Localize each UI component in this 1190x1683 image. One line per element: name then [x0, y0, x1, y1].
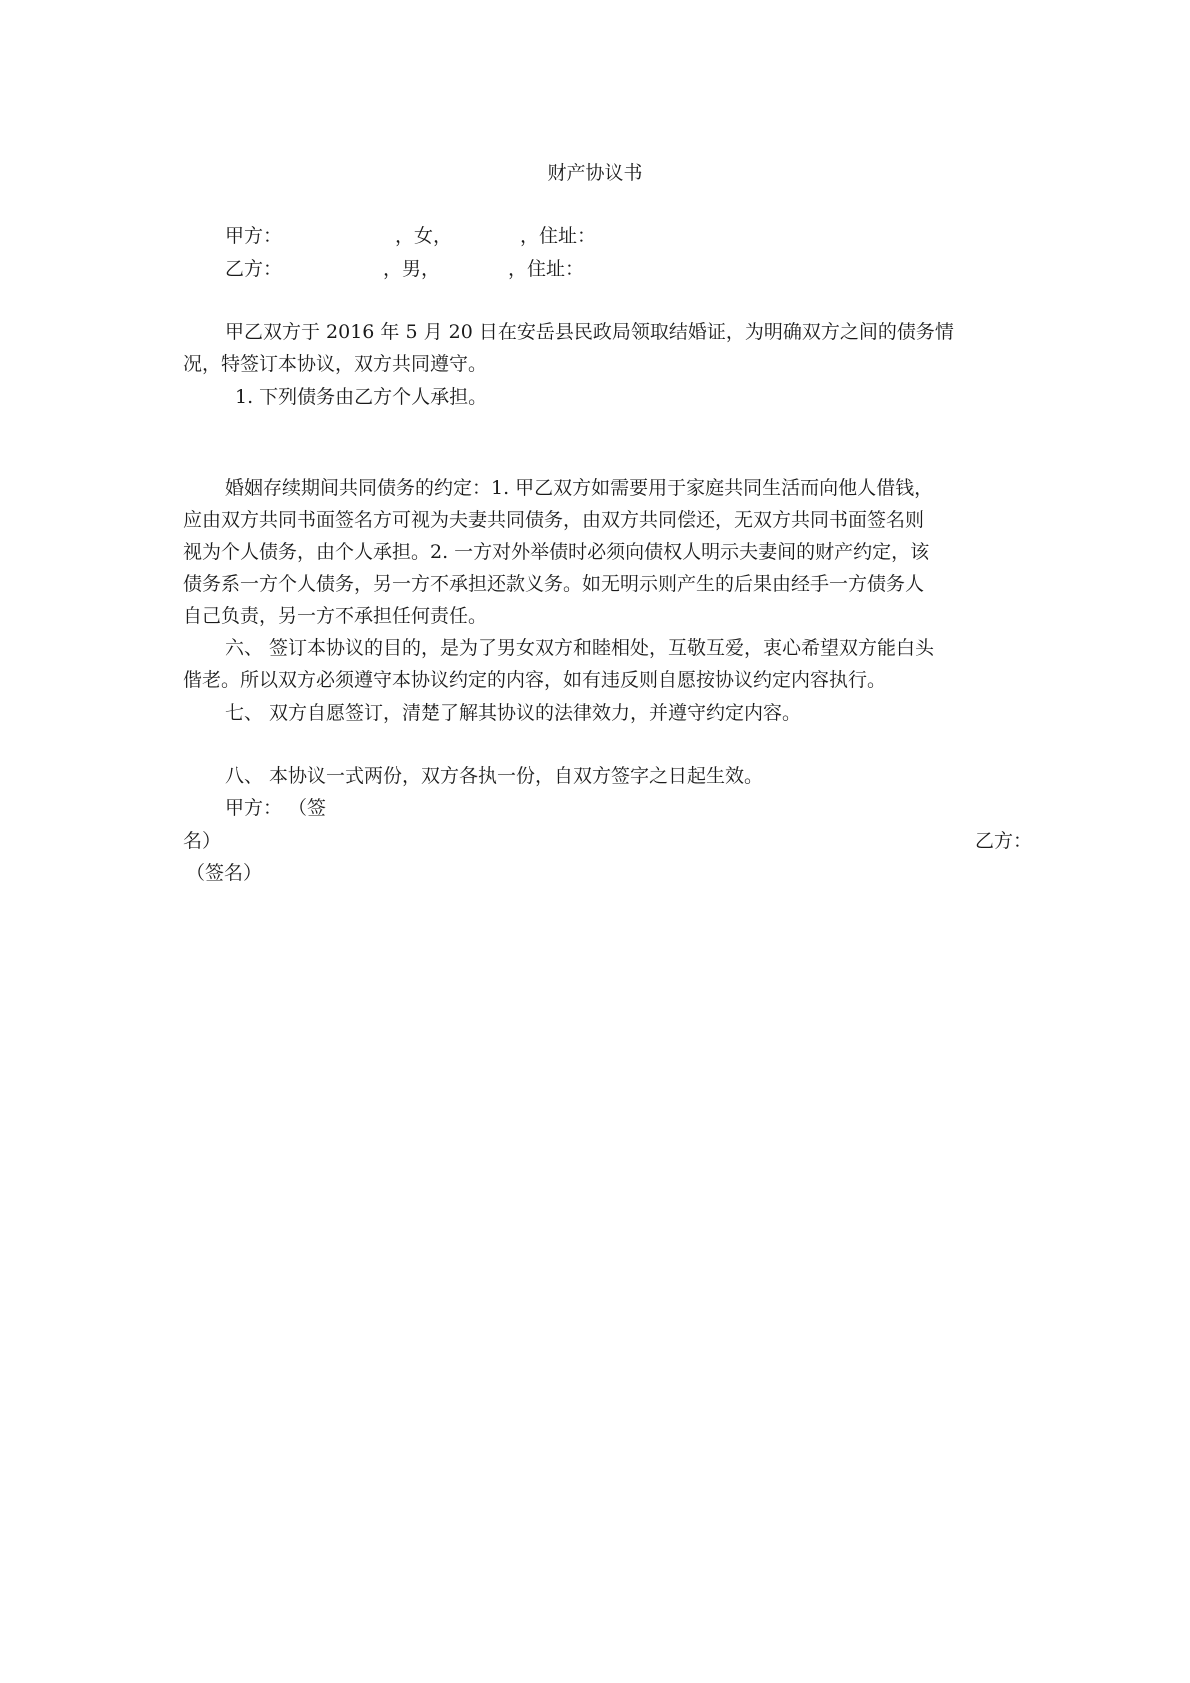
intro-line-2: 况，特签订本协议，双方共同遵守。 — [183, 353, 488, 375]
party-b-gender: ，男， — [383, 258, 441, 280]
party-b-signature-sign: （签名） — [186, 862, 263, 884]
clause-6-line-2: 偕老。所以双方必须遵守本协议约定的内容，如有违反则自愿按协议约定内容执行。 — [183, 669, 887, 691]
item-1: 1. 下列债务由乙方个人承担。 — [235, 386, 488, 408]
party-a-label: 甲方： — [225, 225, 283, 247]
common-debt-line-5: 自己负责，另一方不承担任何责任。 — [183, 605, 488, 627]
common-debt-line-2: 应由双方共同书面签名方可视为夫妻共同债务，由双方共同偿还，无双方共同书面签名则 — [183, 509, 925, 531]
document-title: 财产协议书 — [547, 162, 643, 184]
party-a-signature-cont: 名） — [183, 830, 222, 852]
common-debt-line-1: 婚姻存续期间共同债务的约定：1. 甲乙双方如需要用于家庭共同生活而向他人借钱， — [225, 477, 934, 499]
party-b-label: 乙方： — [225, 258, 283, 280]
clause-8: 八、 本协议一式两份，双方各执一份，自双方签字之日起生效。 — [225, 765, 764, 787]
clause-6-line-1: 六、 签订本协议的目的，是为了男女双方和睦相处，互敬互爱，衷心希望双方能白头 — [225, 637, 935, 659]
party-b-signature-label: 乙方： — [975, 830, 1033, 852]
party-a-gender: ，女， — [395, 225, 453, 247]
common-debt-line-3: 视为个人债务，由个人承担。2. 一方对外举债时必须向债权人明示夫妻间的财产约定，该 — [183, 541, 930, 563]
party-b-address-label: ，住址： — [508, 258, 585, 280]
common-debt-line-4: 债务系一方个人债务，另一方不承担还款义务。如无明示则产生的后果由经手一方债务人 — [183, 573, 925, 595]
party-a-signature-line: 甲方： （签 — [225, 797, 327, 819]
party-a-address-label: ，住址： — [520, 225, 597, 247]
clause-7: 七、 双方自愿签订，清楚了解其协议的法律效力，并遵守约定内容。 — [225, 702, 802, 724]
intro-line-1: 甲乙双方于 2016 年 5 月 20 日在安岳县民政局领取结婚证，为明确双方之间的债务情 — [225, 321, 954, 343]
